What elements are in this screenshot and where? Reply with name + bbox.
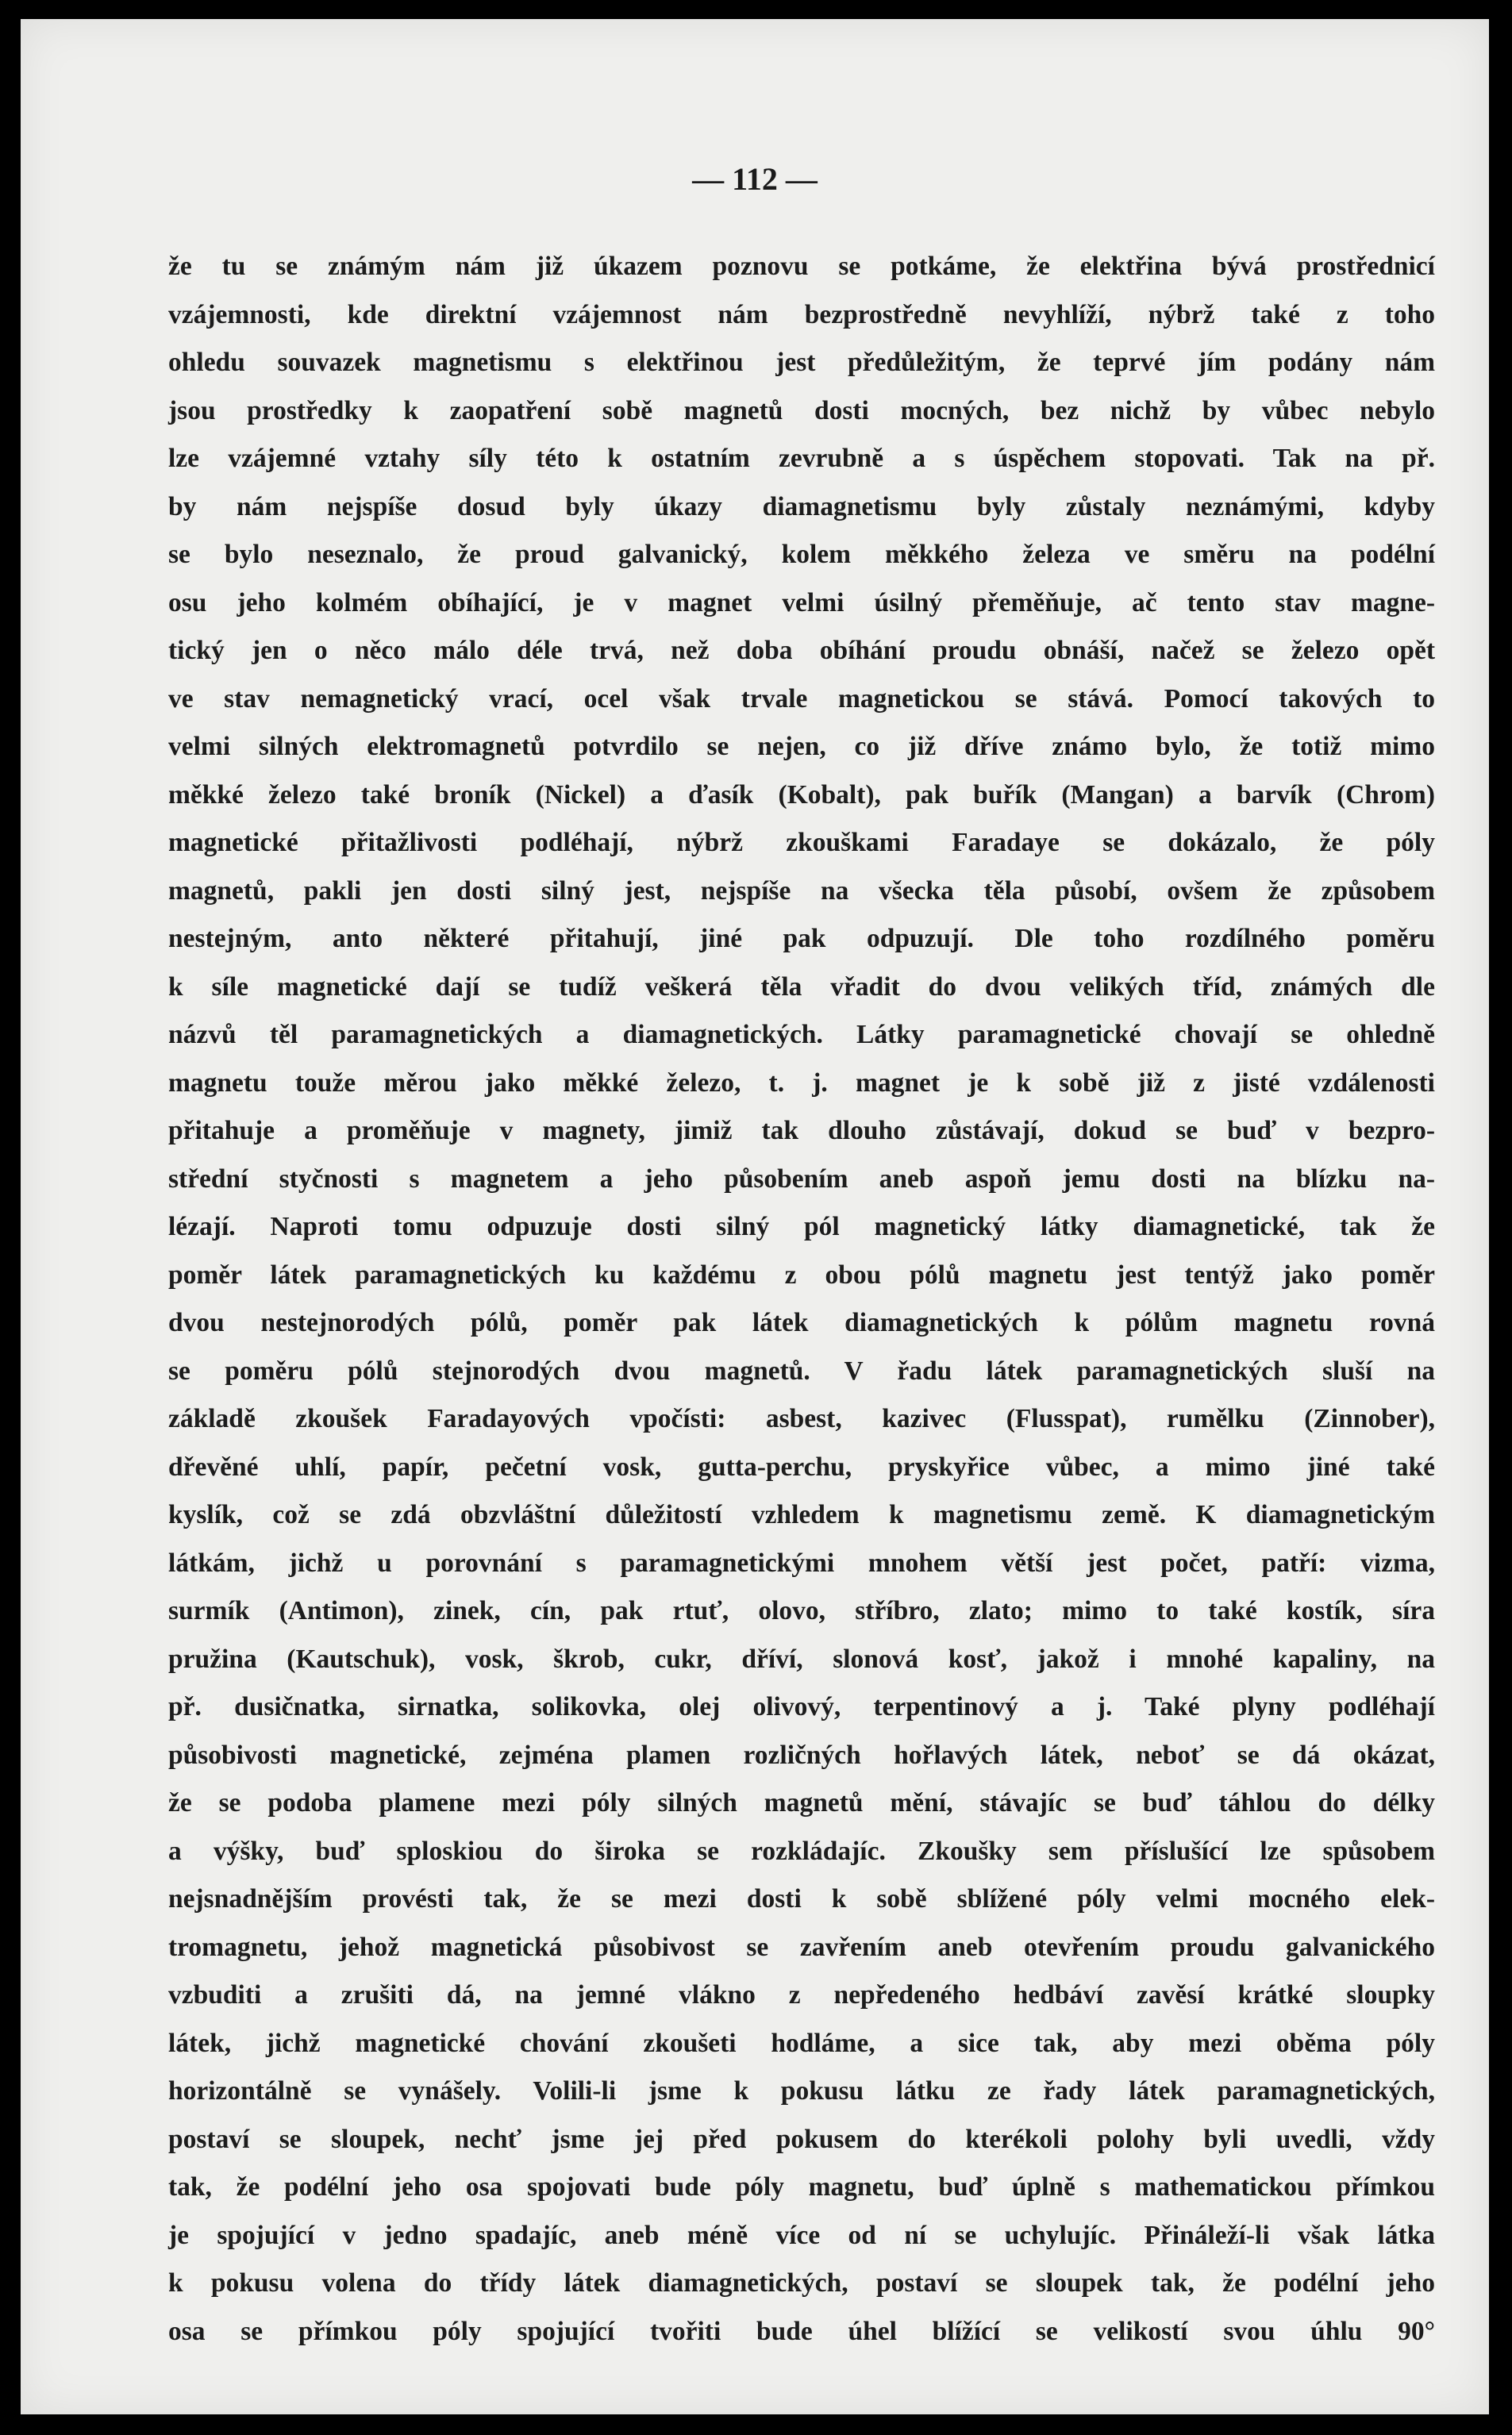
text-line: velmi silných elektromagnetů potvrdilo se nejen, co již dříve známo bylo, že totiž mimo xyxy=(168,732,1435,761)
text-line: magnetické přitažlivosti podléhají, nýbrž zkouškami Faradaye se dokázalo, že póly xyxy=(168,828,1435,857)
text-line: k síle magnetické dají se tudíž veškerá těla vřadit do dvou velikých tříd, známých dle xyxy=(168,971,1435,1002)
text-line: osu jeho kolmém obíhající, je v magnet velmi úsilný přeměňuje, ač tento stav magne- xyxy=(168,587,1435,617)
book-page xyxy=(21,19,1489,2414)
text-line: tak, že podélní jeho osa spojovati bude póly magnetu, buď úplně s mathematickou přímkou xyxy=(168,2172,1435,2202)
text-line: tromagnetu, jehož magnetická působivost se zavřením aneb otevřením proudu galvanického xyxy=(168,1932,1435,1962)
text-line: osa se přímkou póly spojující tvořiti bude úhel blížící se velikostí svou úhlu 90° xyxy=(168,2316,1435,2346)
text-line: měkké železo také broník (Nickel) a ďasík (Kobalt), pak buřík (Mangan) a barvík (Chrom) xyxy=(168,779,1435,810)
text-line: látek, jichž magnetické chování zkoušeti hodláme, a sice tak, aby mezi oběma póly xyxy=(168,2028,1435,2058)
text-line: magnetu touže měrou jako měkké železo, t. j. magnet je k sobě již z jisté vzdálenosti xyxy=(168,1067,1435,1098)
text-line: pružina (Kautschuk), vosk, škrob, cukr, dříví, slonová kosť, jakož i mnohé kapaliny, na xyxy=(168,1644,1435,1674)
text-line: vzbuditi a zrušiti dá, na jemné vlákno z nepředeného hedbáví zavěsí krátké sloupky xyxy=(168,1980,1435,2010)
text-line: postaví se sloupek, nechť jsme jej před pokusem do kterékoli polohy byli uvedli, vždy xyxy=(168,2124,1435,2154)
text-line: vzájemnosti, kde direktní vzájemnost nám bezprostředně nevyhlíží, nýbrž také z toho xyxy=(168,299,1435,329)
text-line: že tu se známým nám již úkazem poznovu se potkáme, že elektřina bývá prostřednicí xyxy=(168,252,1435,281)
text-line: se poměru pólů stejnorodých dvou magnetů. V řadu látek paramagnetických sluší na xyxy=(168,1356,1435,1386)
text-line: názvů těl paramagnetických a diamagnetických. Látky paramagnetické chovají se ohledně xyxy=(168,1020,1435,1049)
text-line: nestejným, anto některé přitahují, jiné pak odpuzují. Dle toho rozdílného poměru xyxy=(168,924,1435,953)
text-line: že se podoba plamene mezi póly silných magnetů mění, stávajíc se buď táhlou do délky xyxy=(168,1788,1435,1818)
body-text xyxy=(168,243,1435,2356)
text-line: kyslík, což se zdá obzvláštní důležitostí vzhledem k magnetismu země. K diamagnetickým xyxy=(168,1500,1435,1529)
text-line: nejsnadnějším provésti tak, že se mezi dosti k sobě sblížené póly velmi mocného elek- xyxy=(168,1884,1435,1914)
text-line: horizontálně se vynášely. Volili-li jsme k pokusu látku ze řady látek paramagnetických, xyxy=(168,2076,1435,2106)
text-line: by nám nejspíše dosud byly úkazy diamagnetismu byly zůstaly neznámými, kdyby xyxy=(168,491,1435,521)
text-line: lézají. Naproti tomu odpuzuje dosti silný pól magnetický látky diamagnetické, tak že xyxy=(168,1212,1435,1241)
text-line: je spojující v jedno spadajíc, aneb méně více od ní se uchylujíc. Přináleží-li však látka xyxy=(168,2220,1435,2250)
text-line: dřevěné uhlí, papír, pečetní vosk, gutta-perchu, pryskyřice vůbec, a mimo jiné také xyxy=(168,1452,1435,1482)
text-line: ohledu souvazek magnetismu s elektřinou jest předůležitým, že teprvé jím podány nám xyxy=(168,348,1435,377)
text-line: základě zkoušek Faradayových vpočísti: asbest, kazivec (Flusspat), rumělku (Zinnober), xyxy=(168,1404,1435,1433)
page-number: — 112 — xyxy=(692,161,818,197)
text-line: tický jen o něco málo déle trvá, než doba obíhání proudu obnáší, načež se železo opět xyxy=(168,636,1435,665)
text-line: a výšky, buď sploskiou do široka se rozkládajíc. Zkoušky sem příslušící lze spůsobem xyxy=(168,1836,1435,1866)
text-line: střední styčnosti s magnetem a jeho působením aneb aspoň jemu dosti na blízku na- xyxy=(168,1164,1435,1194)
text-line: se bylo neseznalo, že proud galvanický, kolem měkkého železa ve směru na podélní xyxy=(168,540,1435,569)
text-line: k pokusu volena do třídy látek diamagnetických, postaví se sloupek tak, že podélní jeho xyxy=(168,2268,1435,2298)
text-line: přitahuje a proměňuje v magnety, jimiž tak dlouho zůstávají, dokud se buď v bezpro- xyxy=(168,1116,1435,1145)
text-line: poměr látek paramagnetických ku každému z obou pólů magnetu jest tentýž jako poměr xyxy=(168,1260,1435,1290)
text-line: působivosti magnetické, zejména plamen rozličných hořlavých látek, neboť se dá okázat, xyxy=(168,1740,1435,1770)
text-line: magnetů, pakli jen dosti silný jest, nejspíše na všecka těla působí, ovšem že způsobem xyxy=(168,875,1435,906)
text-line: dvou nestejnorodých pólů, poměr pak látek diamagnetických k pólům magnetu rovná xyxy=(168,1308,1435,1337)
text-line: surmík (Antimon), zinek, cín, pak rtuť, olovo, stříbro, zlato; mimo to také kostík, síra xyxy=(168,1596,1435,1625)
text-line: látkám, jichž u porovnání s paramagnetickými mnohem větší jest počet, patří: vizma, xyxy=(168,1548,1435,1578)
text-line: lze vzájemné vztahy síly této k ostatním zevrubně a s úspěchem stopovati. Tak na př. xyxy=(168,444,1435,473)
text-line: př. dusičnatka, sirnatka, solikovka, olej olivový, terpentinový a j. Také plyny podléhají xyxy=(168,1692,1435,1721)
text-line: jsou prostředky k zaopatření sobě magnetů dosti mocných, bez nichž by vůbec nebylo xyxy=(168,395,1435,425)
text-line: ve stav nemagnetický vrací, ocel však trvale magnetickou se stává. Pomocí takových to xyxy=(168,683,1435,714)
